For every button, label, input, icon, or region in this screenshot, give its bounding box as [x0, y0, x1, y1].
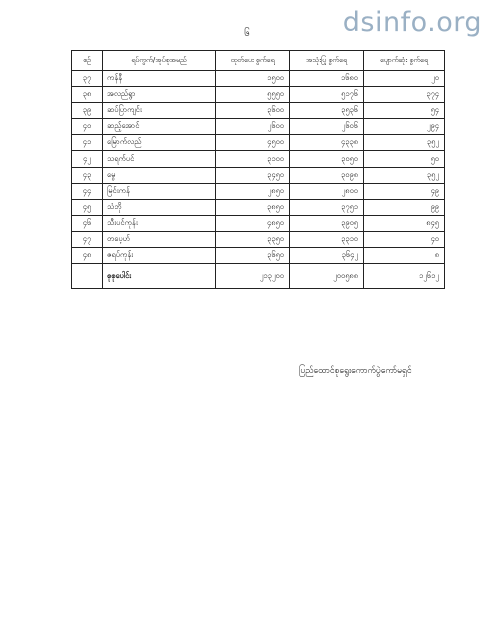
table-row: [72, 248, 445, 264]
row-serial: ၄၃: [72, 167, 103, 183]
table-row: [72, 103, 445, 119]
header-serial: စဉ်: [72, 51, 103, 71]
row-issued: ၃၈၅၀: [216, 199, 290, 215]
row-used: ၅၁၇၆: [290, 87, 364, 103]
row-ward-name: သံဘို: [103, 199, 216, 215]
row-serial: ၄၂: [72, 151, 103, 167]
row-serial: ၄၇: [72, 231, 103, 247]
total-row: [72, 264, 445, 289]
row-used: ၃၀၉၈: [290, 167, 364, 183]
row-issued: ၃၄၅၀: [216, 167, 290, 183]
row-issued: ၅၅၅၀: [216, 87, 290, 103]
table-row: [72, 119, 445, 135]
row-ward-name: မွေ: [103, 167, 216, 183]
row-ward-name: ဇရပ်ကုန်း: [103, 248, 216, 264]
row-issued: ၄၈၅၀: [216, 215, 290, 231]
row-serial: ၃၈: [72, 87, 103, 103]
row-lost: ၂၉၄: [364, 119, 445, 135]
row-ward-name: သရက်ပင်: [103, 151, 216, 167]
row-issued: ၂၈၅၀: [216, 183, 290, 199]
table-row: [72, 231, 445, 247]
row-issued: ၃၁၀၀: [216, 151, 290, 167]
row-used: ၃၀၅၀: [290, 151, 364, 167]
row-serial: ၃၇: [72, 71, 103, 87]
row-lost: ၃၅၂: [364, 135, 445, 151]
header-issued: ထုတ်ပေး စွက်ရေ: [216, 51, 290, 71]
header-lost: ပျောက်ဆုံး စွက်ရေ: [364, 51, 445, 71]
row-serial: ၄၅: [72, 199, 103, 215]
table-row: [72, 135, 445, 151]
row-ward-name: မြင်းကန်: [103, 183, 216, 199]
row-lost: ၅၄: [364, 103, 445, 119]
row-lost: ၈: [364, 248, 445, 264]
table-row: [72, 71, 445, 87]
row-lost: ၅၀: [364, 151, 445, 167]
row-serial: ၄၄: [72, 183, 103, 199]
total-issued: ၂၁၃၂၀၀: [216, 264, 290, 289]
row-issued: ၄၅၀၀: [216, 135, 290, 151]
row-issued: ၁၅၀၀: [216, 71, 290, 87]
row-lost: ၄၉: [364, 183, 445, 199]
table-row: [72, 183, 445, 199]
total-used: ၂၀၀၅၈၈: [290, 264, 364, 289]
total-serial-cell: [72, 264, 103, 289]
header-ward-name: ရပ်ကွက်/အုပ်စုအမည်: [103, 51, 216, 71]
row-issued: ၃၃၅၀: [216, 231, 290, 247]
row-used: ၃၆၄၂: [290, 248, 364, 264]
page-number: ၆: [244, 28, 250, 39]
table-header-row: [72, 51, 445, 71]
row-issued: ၃၆၀၀: [216, 103, 290, 119]
row-serial: ၄၀: [72, 119, 103, 135]
row-used: ၁၆၈၀: [290, 71, 364, 87]
row-used: ၃၅၃၆: [290, 103, 364, 119]
row-ward-name: အလည်ရွာ: [103, 87, 216, 103]
row-used: ၃၃၁၀: [290, 231, 364, 247]
row-used: ၄၃၃၈: [290, 135, 364, 151]
signature-text: ပြည်ထောင်စုရွေးကောက်ပွဲကော်မရှင်: [299, 366, 412, 376]
table-row: [72, 215, 445, 231]
row-ward-name: တပေ့ဟ်: [103, 231, 216, 247]
table-row: [72, 151, 445, 167]
table-row: [72, 87, 445, 103]
row-serial: ၄၁: [72, 135, 103, 151]
watermark-text: dsinfo.org: [342, 7, 482, 38]
row-serial: ၃၉: [72, 103, 103, 119]
row-lost: ၄၀: [364, 231, 445, 247]
row-lost: ၃၅၂: [364, 167, 445, 183]
row-used: ၃၇၅၁: [290, 199, 364, 215]
row-ward-name: မြောက်လည်: [103, 135, 216, 151]
row-ward-name: သီးပင်ကုန်း: [103, 215, 216, 231]
row-issued: ၃၆၅၀: [216, 248, 290, 264]
row-serial: ၄၆: [72, 215, 103, 231]
table-row: [72, 199, 445, 215]
row-used: ၃၉၀၅: [290, 215, 364, 231]
row-issued: ၂၆၀၀: [216, 119, 290, 135]
row-lost: ၉၉: [364, 199, 445, 215]
table-row: [72, 167, 445, 183]
row-used: ၂၆၀၆: [290, 119, 364, 135]
total-label: စုစုပေါင်း: [103, 264, 216, 289]
row-lost: ၃၇၄: [364, 87, 445, 103]
row-serial: ၄၈: [72, 248, 103, 264]
total-lost: ၁၂၆၁၂: [364, 264, 445, 289]
row-lost: ၈၄၅: [364, 215, 445, 231]
row-lost: ၂၀: [364, 71, 445, 87]
results-table: [71, 50, 445, 289]
row-used: ၂၈၀၀: [290, 183, 364, 199]
header-used: အသုံးပြု စွက်ရေ: [290, 51, 364, 71]
row-ward-name: ဆည့်အောင်: [103, 119, 216, 135]
row-ward-name: ကန်နီ: [103, 71, 216, 87]
row-ward-name: ဆပ်ပြာကျင်း: [103, 103, 216, 119]
